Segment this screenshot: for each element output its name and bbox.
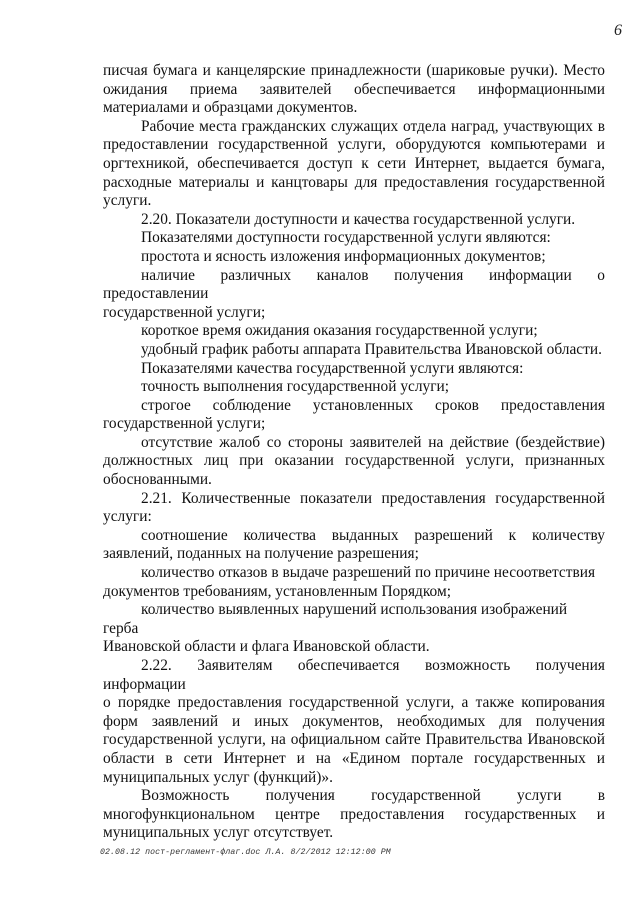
text-line: государственной услуги; <box>103 303 266 321</box>
section-heading: 2.21. Количественные показатели предоставления государственной <box>141 489 605 507</box>
text-line: оргтехникой, обеспечивается доступ к сети Интернет, выдается бумага, <box>103 154 605 172</box>
text-line: точность выполнения государственной услуги; <box>141 378 450 396</box>
text-line: о порядке предоставления государственной услуги, а также копирования <box>103 694 605 712</box>
text-line: наличие различных каналов получения информации о предоставлении <box>103 266 605 303</box>
text-line: муниципальных услуг отсутствует. <box>103 824 334 842</box>
text-line: количество выявленных нарушений использования изображений герба <box>103 601 568 637</box>
text-line: отсутствие жалоб со стороны заявителей на действие (бездействие) <box>141 433 605 451</box>
text-line: должностных лиц при оказании государственной услуги, признанных <box>103 452 605 470</box>
text-line: Показателями качества государственной услуги являются: <box>141 359 524 377</box>
text-line: предоставлении государственной услуги, оборудуются компьютерами и <box>103 136 605 154</box>
text-line: простота и ясность изложения информационных документов; <box>141 247 546 265</box>
text-line: количество отказов в выдаче разрешений по причине несоответствия <box>141 564 596 582</box>
text-line: документов требованиям, установленным Порядком; <box>103 582 451 600</box>
text-line: Возможность получения государственной услуги в <box>141 787 605 805</box>
document-body <box>103 62 605 843</box>
text-line: заявлений, поданных на получение разрешения; <box>103 545 419 563</box>
text-line: услуги. <box>103 192 152 210</box>
text-line: Ивановской области и флага Ивановской области. <box>103 638 430 656</box>
text-line: многофункциональном центре предоставления государственных и <box>103 805 605 823</box>
text-line: Показателями доступности государственной услуги являются: <box>141 229 551 247</box>
document-footer: 02.08.12 пост-регламент-флаг.doc Л.А. 8/2/2012 12:12:00 PM <box>100 848 391 857</box>
text-line: удобный график работы аппарата Правительства Ивановской области. <box>141 340 602 358</box>
text-line: строгое соблюдение установленных сроков предоставления <box>141 396 605 414</box>
text-line: обоснованными. <box>103 471 212 489</box>
text-line: форм заявлений и иных документов, необходимых для получения <box>103 712 605 730</box>
text-line: расходные материалы и канцтовары для предоставления государственной <box>103 173 605 191</box>
page-number: 6 <box>614 22 622 39</box>
section-heading: 2.22. Заявителям обеспечивается возможность получения информации <box>103 657 605 693</box>
text-line: ожидания приема заявителей обеспечивается информационными <box>103 80 605 98</box>
text-line: материалами и образцами документов. <box>103 99 358 117</box>
text-line: муниципальных услуг (функций)». <box>103 768 333 786</box>
text-line: области в сети Интернет и на «Едином портале государственных и <box>103 749 605 767</box>
text-line: услуги: <box>103 508 152 526</box>
text-line: Рабочие места гражданских служащих отдела наград, участвующих в <box>141 117 605 135</box>
text-line: соотношение количества выданных разрешений к количеству <box>141 526 605 544</box>
text-line: короткое время ожидания оказания государственной услуги; <box>141 322 538 340</box>
section-heading: 2.20. Показатели доступности и качества государственной услуги. <box>141 210 576 228</box>
text-line: государственной услуги, на официальном сайте Правительства Ивановской <box>103 731 605 749</box>
text-line: писчая бумага и канцелярские принадлежности (шариковые ручки). Место <box>103 62 605 79</box>
text-line: государственной услуги; <box>103 415 266 433</box>
